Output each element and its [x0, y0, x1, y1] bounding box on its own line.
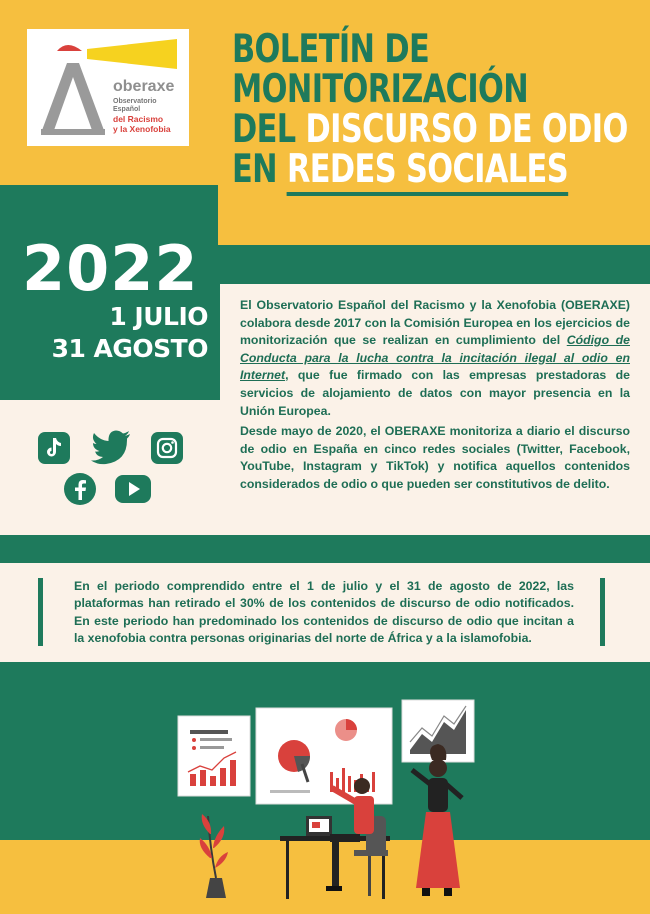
dashboard-card-left [178, 716, 250, 796]
intro-text: El Observatorio Español del Racismo y la Xenofobia (OBERAXE) colabora desde 2017 con la Comisión Europea en los ejercicios de monitorización que se realizan en cumplimiento del [240, 298, 630, 348]
title-line1: BOLETÍN DE [232, 27, 430, 72]
intro-paragraph-1 [240, 297, 630, 420]
intro-text-after: , que fue firmado con las empresas prestadoras de servicios de alojamiento de datos con mayor presencia en la Unión Europea. [240, 368, 630, 418]
instagram-icon[interactable] [150, 431, 184, 465]
page-title [232, 27, 628, 192]
title-line4a: EN [232, 147, 287, 192]
analytics-illustration [170, 698, 480, 900]
period-start: 1 JULIO [109, 302, 208, 331]
logo-line4: y la Xenofobia [113, 124, 171, 134]
logo-line2: Español [113, 106, 141, 113]
dashboard-card-center [256, 708, 392, 804]
quote-bar-left [38, 578, 43, 646]
logo-mark [27, 29, 189, 146]
twitter-icon[interactable] [91, 429, 131, 465]
logo-line3: del Racismo [113, 114, 164, 124]
youtube-icon[interactable] [114, 474, 152, 504]
quote-bar-right [600, 578, 605, 646]
highlight-quote: En el periodo comprendido entre el 1 de julio y el 31 de agosto de 2022, las plataformas han retirado el 30% de los contenidos de discurso de odio notificados. En este periodo han predominado los contenidos de discurso de odio que incitan a la xenofobia contra personas originarias del norte de África y a la islamofobia. [74, 579, 574, 646]
period-end: 31 AGOSTO [51, 334, 208, 363]
year-label: 2022 [22, 232, 199, 305]
plant-illustration [200, 814, 228, 898]
intro-paragraph-2: Desde mayo de 2020, el OBERAXE monitoriza a diario el discurso de odio en España en cinco redes sociales (Twitter, Facebook, YouTube, Instagram y TikTok) y notifica aquellos contenidos considerados de odio o que pueden ser constitutivos de delito. [240, 424, 630, 491]
title-line3b: DISCURSO DE ODIO [305, 107, 628, 152]
title-line3a: DEL [232, 107, 306, 152]
title-line2: MONITORIZACIÓN [232, 67, 529, 112]
logo-brand: oberaxe [113, 78, 175, 95]
logo-line1: Observatorio [113, 98, 157, 105]
divider-band [0, 535, 650, 563]
tiktok-icon[interactable] [37, 431, 71, 465]
facebook-icon[interactable] [63, 472, 97, 506]
standing-person-illustration [412, 744, 462, 896]
oberaxe-logo [27, 29, 189, 146]
code-of-conduct-link[interactable]: Código de Conducta para la lucha contra la incitación ilegal al odio en Internet [240, 333, 630, 383]
title-line4b: REDES SOCIALES [287, 147, 568, 196]
